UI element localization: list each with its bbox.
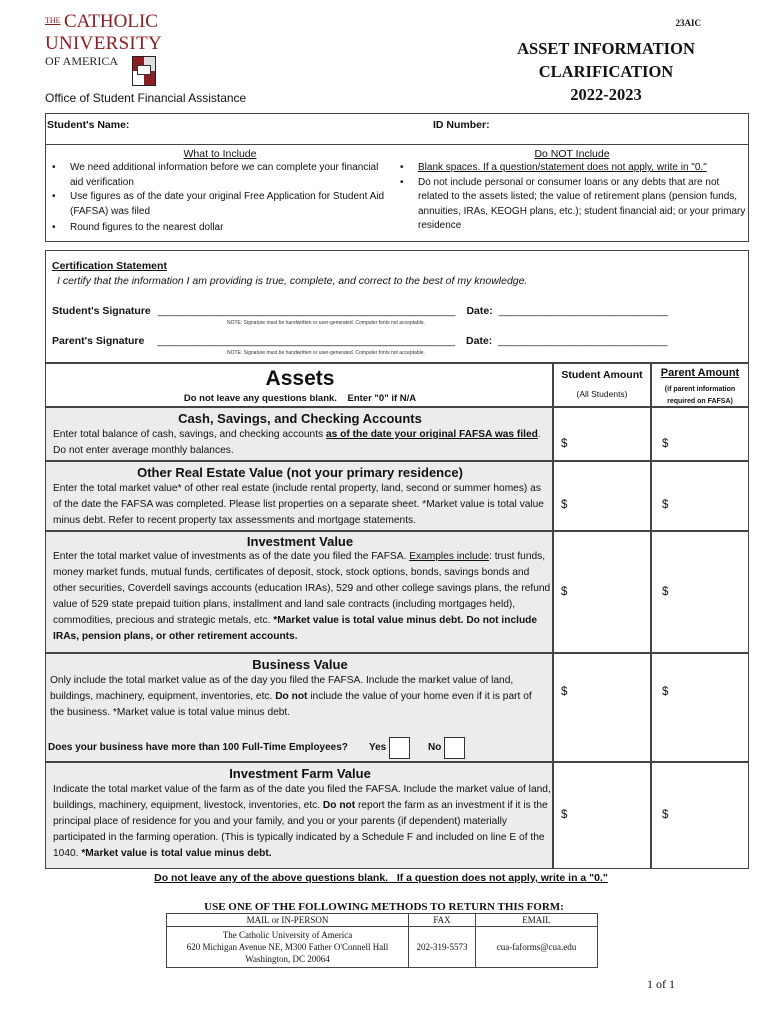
id-number-label: ID Number:: [433, 119, 490, 131]
exclude-item: • Do not include personal or consumer loans or any debts that are not related to the assets listed; the value of retirement plans (pension funds, annuities, IRAs, KEOGH plans, etc.); student financial aid; or your primary residence: [396, 176, 748, 234]
cash-parent-amount[interactable]: [651, 407, 749, 461]
parent-date-line[interactable]: _____________________________: [498, 335, 668, 347]
parent-amount-title: Parent Amount: [660, 367, 740, 379]
form-title-line2: CLARIFICATION: [538, 62, 674, 81]
student-name-field[interactable]: [136, 116, 416, 140]
investment-text-d: *Market value is total value minus debt. Do not include IRAs, pension plans, or other retirement accounts.: [53, 615, 538, 642]
certification-statement: I certify that the information I am providing is true, complete, and correct to the best of my knowledge.: [57, 275, 528, 287]
form-title: [490, 37, 722, 106]
student-amount-sub: (All Students): [576, 389, 628, 399]
include-item: • We need additional information before we can complete your financial aid verification: [48, 161, 394, 190]
include-column: [46, 145, 394, 236]
business-title: Business Value: [252, 657, 348, 672]
business-employees-question: Does your business have more than 100 Full-Time Employees?: [48, 742, 348, 753]
blank-warning: Do not leave any of the above questions blank. If a question does not apply, write in a "0.": [154, 872, 608, 884]
assets-header-cell: [45, 363, 553, 407]
university-crest-icon: [132, 56, 156, 86]
real-estate-section: [45, 461, 553, 531]
real-estate-student-amount[interactable]: [553, 461, 651, 531]
student-signature-note: NOTE: Signature must be handwritten or user-generated. Computer fonts not acceptable.: [227, 320, 425, 326]
certification-box: [45, 250, 749, 363]
cash-section: [45, 407, 553, 461]
parent-signature-row: [52, 335, 668, 347]
exclude-column: [396, 145, 748, 234]
yes-label: Yes: [369, 742, 387, 753]
investment-text-a: Enter the total market value of investments as of the date you filed the FAFSA.: [53, 551, 410, 562]
cash-text-a: Enter total balance of cash, savings, and checking accounts: [53, 429, 326, 440]
email-address[interactable]: cua-faforms@cua.edu: [476, 927, 598, 968]
id-number-field[interactable]: [498, 116, 738, 140]
return-methods-row: [167, 927, 598, 968]
farm-parent-amount[interactable]: [651, 762, 749, 869]
assets-subtitle: Do not leave any questions blank. Enter "0" if N/A: [183, 393, 417, 404]
cash-text-c: .: [537, 429, 541, 440]
farm-title: Investment Farm Value: [229, 766, 371, 781]
cash-title: Cash, Savings, and Checking Accounts: [178, 411, 422, 426]
student-signature-line[interactable]: ___________________________________________________: [157, 305, 456, 317]
include-heading: What to Include: [183, 148, 257, 160]
parent-amount-sub-line2: required on FAFSA): [667, 398, 733, 405]
email-header: EMAIL: [476, 914, 598, 927]
investment-parent-amount[interactable]: [651, 531, 749, 653]
currency-symbol: $: [561, 438, 568, 450]
real-estate-title: Other Real Estate Value (not your primary residence): [137, 465, 463, 480]
farm-text-d: *Market value is total value minus debt.: [81, 848, 272, 859]
investment-title: Investment Value: [246, 534, 354, 549]
business-text: [50, 673, 545, 721]
business-parent-amount[interactable]: [651, 653, 749, 762]
address-line1: The Catholic University of America: [222, 930, 353, 940]
mail-address: [167, 927, 409, 968]
real-estate-parent-amount[interactable]: [651, 461, 749, 531]
exclude-list: [396, 161, 748, 234]
cash-text-d: Do not enter average monthly balances.: [53, 445, 234, 456]
currency-symbol: $: [662, 499, 669, 511]
business-text-c: include the value of your home even if it is part of the business. *Market value is total value minus debt.: [50, 691, 532, 718]
logo-of-america: OF AMERICA: [45, 54, 119, 68]
address-line2: 620 Michigan Avenue NE, M300 Father O'Connell Hall: [186, 942, 389, 952]
page-number: 1 of 1: [647, 977, 675, 991]
business-section: [45, 653, 553, 762]
form-title-line3: 2022-2023: [570, 85, 642, 104]
cash-student-amount[interactable]: [553, 407, 651, 461]
investment-text: [53, 549, 553, 645]
student-date-label: Date:: [466, 305, 493, 317]
farm-student-amount[interactable]: [553, 762, 651, 869]
currency-symbol: $: [662, 686, 669, 698]
exclude-item: • Blank spaces. If a question/statement does not apply, write in "0.": [396, 161, 748, 176]
exclude-heading: Do NOT Include: [534, 148, 610, 160]
parent-amount-sub: [652, 384, 748, 408]
fax-number: 202-319-5573: [409, 927, 476, 968]
parent-date-label: Date:: [466, 335, 493, 347]
currency-symbol: $: [561, 499, 568, 511]
investment-text-b: Examples include: [409, 551, 490, 562]
farm-text-a: Indicate the total market value of the farm as of the date you filed the FAFSA. Include the market value of land, buildings, machinery, equipment, livestock, inventories, etc.: [53, 784, 551, 811]
return-heading: USE ONE OF THE FOLLOWING METHODS TO RETURN THIS FORM:: [204, 901, 564, 913]
include-item: • Round figures to the nearest dollar: [48, 221, 394, 236]
no-checkbox[interactable]: [444, 737, 465, 759]
student-signature-label: Student's Signature: [52, 305, 151, 317]
currency-symbol: $: [561, 586, 568, 598]
office-name: Office of Student Financial Assistance: [45, 91, 247, 105]
parent-amount-header: [651, 363, 749, 407]
currency-symbol: $: [662, 438, 669, 450]
form-code: 23AIC: [675, 18, 701, 28]
cash-text: [53, 427, 553, 459]
no-label: No: [428, 742, 442, 753]
mail-header: MAIL or IN-PERSON: [167, 914, 409, 927]
form-title-line1: ASSET INFORMATION: [517, 39, 695, 58]
farm-text: [53, 782, 553, 862]
yes-checkbox[interactable]: [389, 737, 410, 759]
currency-symbol: $: [561, 809, 568, 821]
real-estate-text: Enter the total market value* of other real estate (include rental property, land, second or summer homes) as of the date the FAFSA was completed. Please list properties on a separate sheet. *Market value is total value minus debt. Refer to recent property tax assessments and mortgage statements.: [53, 483, 544, 526]
assets-title: Assets: [265, 367, 335, 390]
farm-section: [45, 762, 553, 869]
investment-student-amount[interactable]: [553, 531, 651, 653]
cash-text-b: as of the date your original FAFSA was filed: [325, 429, 538, 440]
currency-symbol: $: [561, 686, 568, 698]
instructions-box: [45, 145, 749, 242]
logo-catholic: CATHOLIC: [64, 11, 158, 32]
parent-signature-label: Parent's Signature: [52, 335, 145, 347]
student-info-box: [45, 113, 749, 145]
business-text-a: Only include the total market value as of the day you filed the FAFSA. Include the market value of land, buildings, machinery, equipment, inventories, etc.: [50, 675, 514, 702]
certification-heading: Certification Statement: [52, 260, 167, 272]
farm-text-c: report the farm as an investment if it is the principal place of residence for you and your family, and you or your parents (if dependent) materially participated in the farming operation. (This is typically indicated by a Schedule F and included on line E of the 1040.: [53, 800, 548, 859]
student-amount-header: [553, 363, 651, 407]
investment-text-c: : trust funds, money market funds, mutual funds, certificates of deposit, stock, stock options, bonds, savings bonds and other securities, Coverdell savings accounts (education IRAs), 529 and other college savings plans, the refund value of 529 state prepaid tuition plans, installment and land sale contracts (including mortgages held), commodities, precious and strategic metals, etc.: [53, 551, 551, 626]
currency-symbol: $: [662, 809, 669, 821]
parent-amount-sub-line1: (if parent information: [664, 386, 736, 393]
student-amount-title: Student Amount: [561, 369, 643, 381]
fax-header: FAX: [409, 914, 476, 927]
parent-signature-note: NOTE: Signature must be handwritten or user-generated. Computer fonts not acceptable.: [227, 350, 425, 356]
return-methods-table: [166, 913, 598, 968]
farm-text-b: Do not: [322, 800, 356, 811]
address-line3: Washington, DC 20064: [245, 954, 330, 964]
logo-the: THE: [45, 16, 61, 25]
parent-signature-line[interactable]: ___________________________________________________: [157, 335, 456, 347]
currency-symbol: $: [662, 586, 669, 598]
student-signature-row: [52, 305, 668, 317]
business-student-amount[interactable]: [553, 653, 651, 762]
student-date-line[interactable]: _____________________________: [498, 305, 668, 317]
investment-section: [45, 531, 553, 653]
include-item: • Use figures as of the date your original Free Application for Student Aid (FAFSA) was filed: [48, 190, 394, 219]
return-methods-header: [167, 914, 598, 927]
business-text-b: Do not: [275, 691, 308, 702]
include-list: [46, 161, 394, 236]
logo-university: UNIVERSITY: [45, 33, 162, 54]
student-name-label: Student's Name:: [47, 119, 130, 131]
